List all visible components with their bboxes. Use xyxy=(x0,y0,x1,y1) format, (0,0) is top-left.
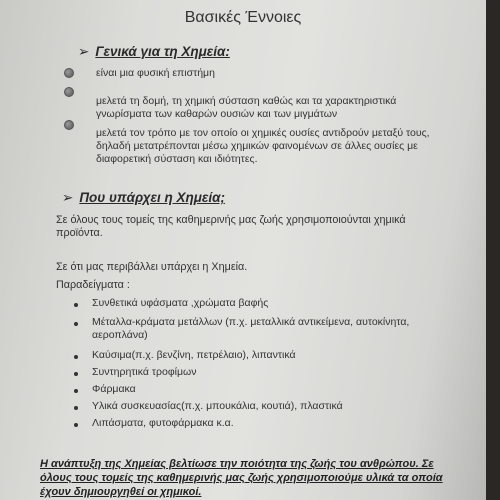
line: μελετά τη δομή, τη χημική σύσταση καθώς και τα χαρακτηριστικά xyxy=(96,95,397,107)
section-heading-where-text: Που υπάρχει η Χημεία; xyxy=(79,190,225,205)
list-item xyxy=(92,349,296,362)
line: Συνθετικά υφάσματα ,χρώματα βαφής xyxy=(92,297,269,309)
list-item xyxy=(96,67,215,80)
line: Λιπάσματα, φυτοφάρμακα κ.α. xyxy=(92,417,234,429)
conclusion-paragraph xyxy=(40,457,460,499)
circle-bullet-icon xyxy=(64,120,74,130)
bullet-dot-icon xyxy=(74,372,78,376)
section-heading-where xyxy=(62,190,225,206)
line: διαφορετική σύσταση και ιδιότητες. xyxy=(96,153,258,165)
line: όλους τους τομείς της καθημερινής μας ζωής χρησιμοποιούμε υλικά τα οποία xyxy=(40,472,443,484)
list-item xyxy=(92,297,268,310)
line: μελετά τον τρόπο με τον οποίο οι χημικές ουσίες αντιδρούν μεταξύ τους, xyxy=(96,127,430,139)
line: δηλαδή μετατρέπονται μέσω χημικών φαινομένων σε άλλες ουσίες με xyxy=(96,140,418,152)
bullet-dot-icon xyxy=(74,423,78,427)
page-title: Βασικές Έννοιες xyxy=(184,9,302,26)
line: Φάρμακα xyxy=(92,383,136,395)
line: Υλικά συσκευασίας(π.χ. μπουκάλια, κουτιά), πλαστικά xyxy=(92,400,343,412)
bullet-dot-icon xyxy=(74,389,78,393)
line: Σε όλους τους τομείς της καθημερινής μας ζωής χρησιμοποιούνται χημικά xyxy=(56,214,406,226)
paragraph: Σε ότι μας περιβάλλει υπάρχει η Χημεία. xyxy=(56,261,248,273)
list-item xyxy=(92,316,409,342)
bullet-dot-icon xyxy=(74,406,78,410)
line: Μέταλλα-κράματα μετάλλων (π.χ. μεταλλικά αντικείμενα, αυτοκίνητα, xyxy=(92,316,410,328)
page-edge-shadow xyxy=(486,0,500,500)
list-item xyxy=(92,417,234,430)
line: Καύσιμα(π.χ. βενζίνη, πετρέλαιο), λιπαντικά xyxy=(92,349,296,361)
line: Συντηρητικά τροφίμων xyxy=(92,366,197,378)
list-item xyxy=(96,95,396,121)
arrow-bullet-icon: ➢ xyxy=(78,44,90,59)
circle-bullet-icon xyxy=(64,87,74,97)
section-heading-general xyxy=(78,44,230,60)
line: γνωρίσματα των καθαρών ουσιών και των μιγμάτων xyxy=(96,108,338,120)
bullet-dot-icon xyxy=(74,303,78,307)
list-item xyxy=(92,400,343,413)
bullet-dot-icon xyxy=(74,322,78,326)
line: προϊόντα. xyxy=(56,227,103,239)
list-item xyxy=(96,127,430,166)
line: Η ανάπτυξη της Χημείας βελτίωσε την ποιότητα της ζωής του ανθρώπου. Σε xyxy=(40,458,434,470)
paragraph xyxy=(56,214,406,240)
list-item xyxy=(92,366,196,379)
list-item xyxy=(92,383,136,396)
line: αεροπλάνα) xyxy=(92,329,148,341)
bullet-dot-icon xyxy=(74,355,78,359)
section-heading-general-text: Γενικά για τη Χημεία: xyxy=(95,44,230,59)
line: είναι μια φυσική επιστήμη xyxy=(96,67,215,79)
circle-bullet-icon xyxy=(64,68,74,78)
examples-label: Παραδείγματα : xyxy=(56,279,130,291)
arrow-bullet-icon: ➢ xyxy=(62,190,74,205)
line: έχουν δημιουργηθεί οι χημικοί. xyxy=(40,486,202,498)
